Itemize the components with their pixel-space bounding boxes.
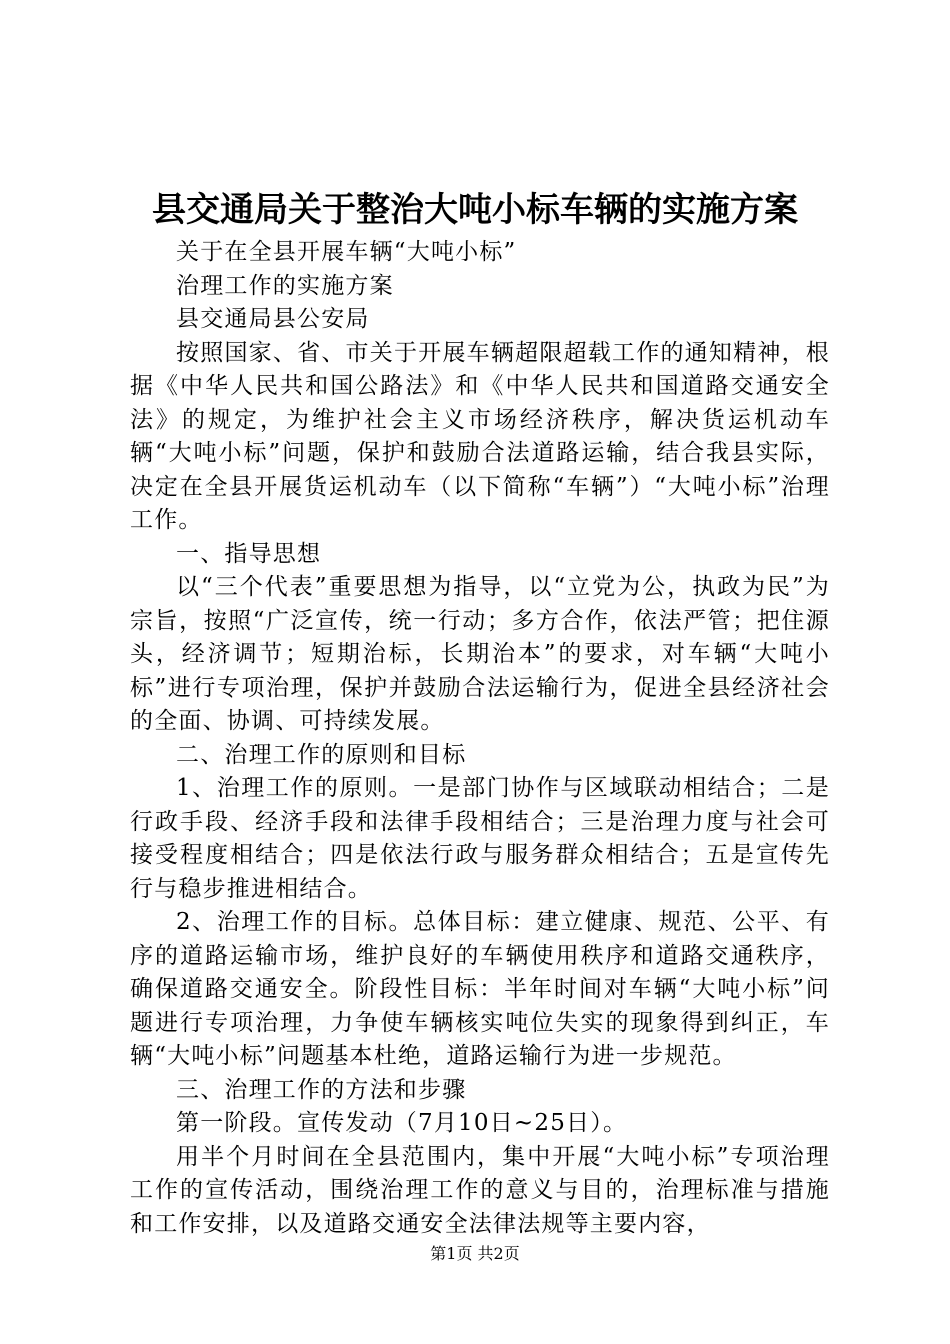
subtitle-line-2: 治理工作的实施方案: [176, 272, 394, 299]
paragraph-intro: 按照国家、省、市关于开展车辆超限超载工作的通知精神，根据《中华人民共和国公路法》和《中华人民共和国道路交通安全法》的规定，为维护社会主义市场经济秩序，解决货运机动车辆“大吨小标”问题，保护和鼓励合法道路运输，结合我县实际，决定在全县开展货运机动车（以下简称“车辆”）“大吨小标”治理工作。: [130, 339, 830, 533]
paragraph-principles: 1、治理工作的原则。一是部门协作与区域联动相结合；二是行政手段、经济手段和法律手段相结合；三是治理力度与社会可接受程度相结合；四是依法行政与服务群众相结合；五是宣传先行与稳步推进相结合。: [130, 775, 830, 902]
section-heading-3: 三、治理工作的方法和步骤: [176, 1076, 467, 1103]
document-title: 县交通局关于整治大吨小标车辆的实施方案: [152, 190, 798, 230]
page-number-footer: 第1页 共2页: [430, 1244, 520, 1263]
document-body: [130, 236, 830, 1241]
section-heading-2: 二、治理工作的原则和目标: [176, 741, 467, 768]
paragraph-guiding-thought: 以“三个代表”重要思想为指导，以“立党为公，执政为民”为宗旨，按照“广泛宣传，统一行动；多方合作，依法严管；把住源头，经济调节；短期治标，长期治本”的要求，对车辆“大吨小标”进行专项治理，保护并鼓励合法运输行为，促进全县经济社会的全面、协调、可持续发展。: [130, 574, 830, 734]
paragraph-stage-one: 用半个月时间在全县范围内，集中开展“大吨小标”专项治理工作的宣传活动，围绕治理工作的意义与目的，治理标准与措施和工作安排，以及道路交通安全法律法规等主要内容，: [130, 1143, 830, 1237]
paragraph-goals: 2、治理工作的目标。总体目标：建立健康、规范、公平、有序的道路运输市场，维护良好的车辆使用秩序和道路交通秩序，确保道路交通安全。阶段性目标：半年时间对车辆“大吨小标”问题进行专项治理，力争使车辆核实吨位失实的现象得到纠正，车辆“大吨小标”问题基本杜绝，道路运输行为进一步规范。: [130, 909, 830, 1069]
issuer-line: 县交通局县公安局: [176, 306, 370, 332]
subtitle-line-1: 关于在全县开展车辆“大吨小标”: [176, 239, 517, 265]
stage-one-heading: 第一阶段。宣传发动（7月10日~25日）。: [176, 1110, 628, 1136]
section-heading-1: 一、指导思想: [176, 540, 322, 567]
